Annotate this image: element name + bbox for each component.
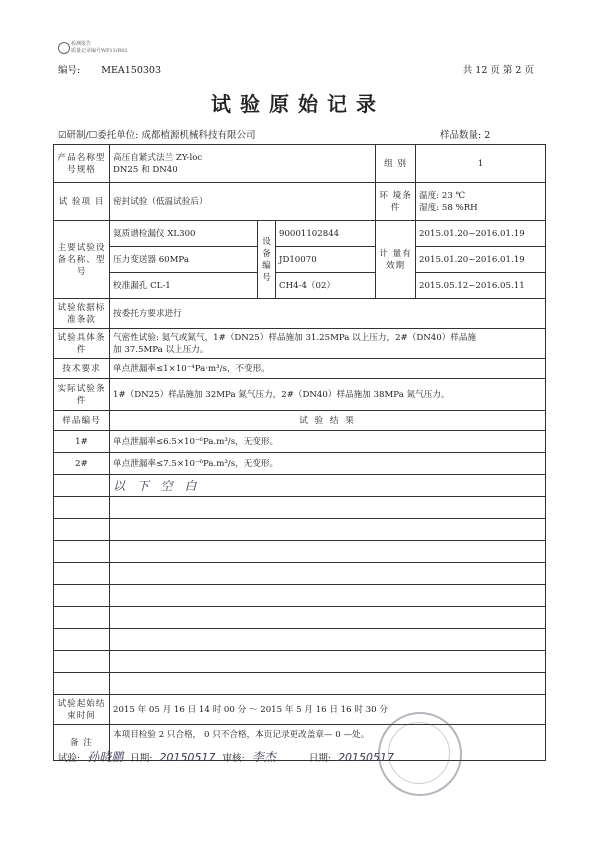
conditions-line2: 加 37.5MPa 以上压力。 [113,344,209,355]
equipment-valid-1: 2015.01.20~2016.01.19 [416,221,546,247]
blank-row [54,629,546,651]
equipment-label: 主要试验设备名称、型号 [54,221,110,299]
remark-label: 备 注 [54,725,110,761]
conditions-line1: 气密性试验: 氦气或氮气，1#（DN25）样品施加 31.25MPa 以上压力，2#（DN40）样品施 [113,332,477,343]
equipment-name-3: 校准漏孔 CL-1 [110,273,258,299]
result-row-1 [54,431,546,453]
reviewer-signature: 李杰 [251,750,276,764]
blank-cell [54,585,110,607]
blank-cell [110,607,546,629]
blank-row [54,563,546,585]
blank-row [54,651,546,673]
blank-cell [110,585,546,607]
blank-cell [110,629,546,651]
test-item-row [54,183,546,221]
time-row [54,695,546,725]
group-label: 组 别 [376,145,416,183]
test-item-label: 试 验项 目 [54,183,110,221]
blank-row [54,585,546,607]
blank-row [54,673,546,695]
test-date: 20150517 [159,751,216,764]
time-value: 2015 年 05 月 16 日 14 时 00 分 ～ 2015 年 5 月 16 日 16 时 30 分 [110,695,546,725]
sample-count-value: 2 [484,130,491,141]
conditions-label: 试验具体条 件 [54,329,110,359]
date-label-1: 日期: [130,753,153,764]
test-item-value: 密封试验（低温试验后） [110,183,376,221]
blank-cell [54,519,110,541]
equipment-name-1: 氦质谱检漏仪 XL300 [110,221,258,247]
tech-row [54,359,546,379]
product-label: 产品名称型号规格 [54,145,110,183]
company-logo [58,40,138,56]
group-value: 1 [416,145,546,183]
conditions-row [54,329,546,359]
blank-cell [110,563,546,585]
page-counter: 共 12 页 第 2 页 [462,65,534,76]
tech-label: 技术要求 [54,359,110,379]
equipment-id-2: JD10070 [276,247,376,273]
page-title: 试验原始记录 [211,92,385,116]
blank-cell [54,629,110,651]
tester-label: 试验: [58,753,81,764]
meter-label: 计 量有效期 [376,221,416,299]
equipment-id-1: 90001102844 [276,221,376,247]
sample-count-label: 样品数量: [440,130,482,141]
conditions-value [110,329,546,359]
tester-signature: 孙晓鹏 [87,750,124,764]
result-value-1: 单点泄漏率≤6.5×10⁻⁶Pa.m³/s，无变形。 [110,431,546,453]
equipment-valid-2: 2015.01.20~2016.01.19 [416,247,546,273]
equipment-id-3: CH4-4（02） [276,273,376,299]
product-line1: 高压自紧式法兰 ZY-loc [113,152,203,163]
equipment-valid-3: 2015.05.12~2016.05.11 [416,273,546,299]
results-header-row [54,411,546,431]
basis-value: 按委托方要求进行 [110,299,546,329]
equipment-row-2 [54,247,546,273]
tech-value: 单点泄漏率≤1×10⁻⁴Pa·m³/s，不变形。 [110,359,546,379]
logo-line1: 检测报告 [71,41,92,47]
blank-cell [54,651,110,673]
blank-cell [110,541,546,563]
review-date: 20150517 [338,751,395,764]
basis-row [54,299,546,329]
blank-cell [110,673,546,695]
temperature: 温度: 23 ℃ [419,190,466,201]
env-label: 环 境条 件 [376,183,416,221]
blank-cell [54,475,110,497]
sample-id-header: 样品编号 [54,411,110,431]
blank-row [54,519,546,541]
blank-row-1 [54,475,546,497]
record-number [58,62,161,76]
device-id-label: 设备编号 [258,221,276,299]
product-row [54,145,546,183]
results-header: 试 验 结 果 [110,411,546,431]
blank-row [54,541,546,563]
blank-cell [110,651,546,673]
client-line: ☑研制/☐委托单位: 成都植源机械科技有限公司 [58,130,256,141]
blank-row [54,607,546,629]
logo-icon [58,42,70,54]
equipment-row-3 [54,273,546,299]
remark-value: 本项目检验 2 只合格， 0 只不合格，本页记录更改盖章— 0 —处。 [110,725,546,761]
product-line2: DN25 和 DN40 [113,164,178,175]
blank-note: 以 下 空 白 [110,475,546,497]
actual-value: 1#（DN25）样品施加 32MPa 氮气压力，2#（DN40）样品施加 38MPa 氮气压力。 [110,379,546,411]
blank-cell [54,607,110,629]
blank-cell [54,497,110,519]
signature-line [58,748,398,765]
record-table [53,144,546,761]
basis-label: 试验依据标准条款 [54,299,110,329]
number-label: 编号: [58,65,81,76]
sample-count [440,127,490,141]
blank-row [54,497,546,519]
equipment-row-1 [54,221,546,247]
time-label: 试验起始结束时间 [54,695,110,725]
result-row-2 [54,453,546,475]
actual-label: 实际试验条 件 [54,379,110,411]
blank-cell [110,497,546,519]
reviewer-label: 审核: [222,753,245,764]
result-id-2: 2# [54,453,110,475]
blank-cell [54,563,110,585]
blank-cell [110,519,546,541]
date-label-2: 日期: [308,753,332,764]
blank-cell [54,541,110,563]
humidity: 湿度: 58 %RH [419,202,478,213]
logo-line2: 质量记录编号WP13/R02 [71,48,128,54]
equipment-name-2: 压力变送器 60MPa [110,247,258,273]
blank-cell [54,673,110,695]
actual-row [54,379,546,411]
result-value-2: 单点泄漏率≤7.5×10⁻⁶Pa.m³/s，无变形。 [110,453,546,475]
result-id-1: 1# [54,431,110,453]
product-value [110,145,376,183]
env-value [416,183,546,221]
number-value: MEA150303 [101,65,162,76]
